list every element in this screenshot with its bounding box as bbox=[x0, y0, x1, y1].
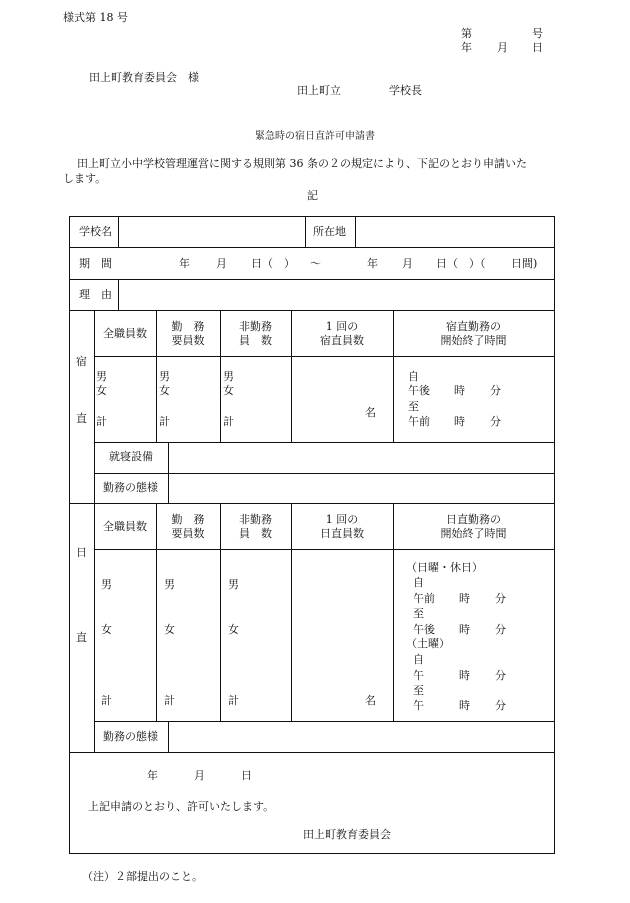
day-col-time-2: 開始終了時間 bbox=[440, 527, 507, 540]
date-month: 月 bbox=[497, 41, 508, 54]
day-mei: 名 bbox=[365, 694, 376, 707]
night-duty-form-field[interactable] bbox=[170, 474, 552, 502]
body-line-2: します。 bbox=[63, 172, 107, 185]
night-duty-label-2: 直 bbox=[76, 412, 87, 425]
form-number: 様式第 18 号 bbox=[63, 11, 128, 24]
day-col-required-1: 勤 務 bbox=[171, 513, 205, 526]
night-to: 至 bbox=[408, 400, 419, 413]
day-minute-3: 分 bbox=[495, 669, 506, 682]
night-female-1: 女 bbox=[96, 384, 107, 397]
day-duty-form-field[interactable] bbox=[170, 722, 552, 751]
day-hour-4: 時 bbox=[459, 699, 470, 712]
day-to-2: 至 bbox=[413, 684, 424, 697]
night-sleeping-label: 就寝設備 bbox=[109, 450, 153, 463]
applicant-title: 学校長 bbox=[389, 84, 422, 97]
night-col-total-staff: 全職員数 bbox=[103, 327, 147, 340]
ki-label: 記 bbox=[307, 189, 318, 202]
document-title: 緊急時の宿日直許可申請書 bbox=[255, 131, 375, 142]
day-saturday: （土曜） bbox=[406, 637, 450, 650]
night-from: 自 bbox=[408, 370, 419, 383]
period-day-2: 日（ ）（ bbox=[436, 257, 486, 270]
body-line-1: 田上町立小中学校管理運営に関する規則第 36 条の２の規定により、下記のとおり申請いた bbox=[77, 157, 527, 170]
night-duty-label-1: 宿 bbox=[76, 355, 87, 368]
day-hour-2: 時 bbox=[459, 623, 470, 636]
night-mei: 名 bbox=[365, 406, 376, 419]
night-col-time-2: 開始終了時間 bbox=[440, 334, 507, 347]
night-minute-2: 分 bbox=[490, 415, 501, 428]
period-label-1: 期 bbox=[79, 257, 90, 270]
approval-day: 日 bbox=[241, 769, 252, 782]
day-male-1: 男 bbox=[101, 578, 112, 591]
day-male-3: 男 bbox=[228, 578, 239, 591]
day-total-2: 計 bbox=[164, 694, 175, 707]
day-col-total-staff: 全職員数 bbox=[103, 520, 147, 533]
day-total-1: 計 bbox=[101, 694, 112, 707]
night-sleeping-field[interactable] bbox=[170, 443, 552, 472]
period-days: 日間) bbox=[511, 257, 538, 270]
night-female-3: 女 bbox=[223, 384, 234, 397]
night-total-1: 計 bbox=[96, 415, 107, 428]
night-hour-1: 時 bbox=[454, 384, 465, 397]
day-col-nonduty-2: 員 数 bbox=[239, 527, 272, 540]
day-male-2: 男 bbox=[164, 578, 175, 591]
day-female-1: 女 bbox=[101, 623, 112, 636]
day-to-1: 至 bbox=[413, 607, 424, 620]
approval-month: 月 bbox=[194, 769, 205, 782]
approval-signer: 田上町教育委員会 bbox=[303, 828, 391, 841]
day-duty-label-1: 日 bbox=[76, 546, 87, 559]
doc-no-suffix: 号 bbox=[532, 27, 543, 40]
reason-field[interactable] bbox=[120, 280, 552, 309]
applicant-prefix: 田上町立 bbox=[297, 84, 341, 97]
day-from-1: 自 bbox=[413, 576, 424, 589]
day-col-per-1: 1 回の bbox=[325, 513, 359, 526]
day-noon-2: 午 bbox=[413, 699, 424, 712]
night-male-1: 男 bbox=[96, 370, 107, 383]
approval-text: 上記申請のとおり、許可いたします。 bbox=[88, 800, 275, 813]
night-female-2: 女 bbox=[159, 384, 170, 397]
day-minute-1: 分 bbox=[495, 592, 506, 605]
day-female-3: 女 bbox=[228, 623, 239, 636]
day-noon-1: 午 bbox=[413, 669, 424, 682]
period-month-2: 月 bbox=[402, 257, 413, 270]
night-hour-2: 時 bbox=[454, 415, 465, 428]
approval-year: 年 bbox=[147, 769, 158, 782]
reason-label-2: 由 bbox=[101, 288, 112, 301]
period-year-1: 年 bbox=[179, 257, 190, 270]
period-tilde: 〜 bbox=[310, 257, 321, 270]
night-col-time-1: 宿直勤務の bbox=[446, 320, 501, 333]
night-am: 午前 bbox=[408, 415, 430, 428]
day-total-3: 計 bbox=[228, 694, 239, 707]
addressee: 田上町教育委員会 様 bbox=[89, 71, 199, 84]
day-am-1: 午前 bbox=[413, 592, 435, 605]
period-month-1: 月 bbox=[216, 257, 227, 270]
night-total-2: 計 bbox=[159, 415, 170, 428]
day-col-required-2: 要員数 bbox=[171, 527, 205, 540]
location-label: 所在地 bbox=[313, 225, 346, 238]
day-col-nonduty-1: 非勤務 bbox=[239, 513, 272, 526]
date-day: 日 bbox=[532, 41, 543, 54]
night-total-3: 計 bbox=[223, 415, 234, 428]
day-minute-4: 分 bbox=[495, 699, 506, 712]
night-male-2: 男 bbox=[159, 370, 170, 383]
note: （注）２部提出のこと。 bbox=[82, 870, 203, 883]
day-minute-2: 分 bbox=[495, 623, 506, 636]
day-duty-label-2: 直 bbox=[76, 631, 87, 644]
night-pm: 午後 bbox=[408, 384, 430, 397]
period-day-1: 日（ ） bbox=[251, 257, 295, 270]
night-col-required-1: 勤 務 bbox=[171, 320, 205, 333]
day-pm-1: 午後 bbox=[413, 623, 435, 636]
period-label-2: 間 bbox=[101, 257, 112, 270]
night-minute-1: 分 bbox=[490, 384, 501, 397]
doc-no-prefix: 第 bbox=[461, 27, 472, 40]
day-from-2: 自 bbox=[413, 653, 424, 666]
application-table bbox=[69, 216, 555, 854]
night-col-per-2: 宿直員数 bbox=[320, 334, 364, 347]
location-field[interactable] bbox=[357, 218, 552, 246]
school-name-field[interactable] bbox=[120, 218, 303, 246]
day-hour-3: 時 bbox=[459, 669, 470, 682]
school-name-label: 学校名 bbox=[79, 225, 112, 238]
reason-label-1: 理 bbox=[79, 288, 90, 301]
night-col-nonduty-1: 非勤務 bbox=[239, 320, 272, 333]
night-male-3: 男 bbox=[223, 370, 234, 383]
period-year-2: 年 bbox=[367, 257, 378, 270]
day-female-2: 女 bbox=[164, 623, 175, 636]
day-sunday-holiday: （日曜・休日） bbox=[406, 561, 483, 574]
day-duty-form-label: 勤務の態様 bbox=[103, 730, 158, 743]
date-year: 年 bbox=[461, 41, 472, 54]
night-duty-form-label: 勤務の態様 bbox=[103, 481, 158, 494]
night-col-nonduty-2: 員 数 bbox=[239, 334, 272, 347]
night-col-required-2: 要員数 bbox=[171, 334, 205, 347]
night-col-per-1: 1 回の bbox=[325, 320, 359, 333]
day-col-per-2: 日直員数 bbox=[320, 527, 364, 540]
day-hour-1: 時 bbox=[459, 592, 470, 605]
day-col-time-1: 日直勤務の bbox=[446, 513, 501, 526]
